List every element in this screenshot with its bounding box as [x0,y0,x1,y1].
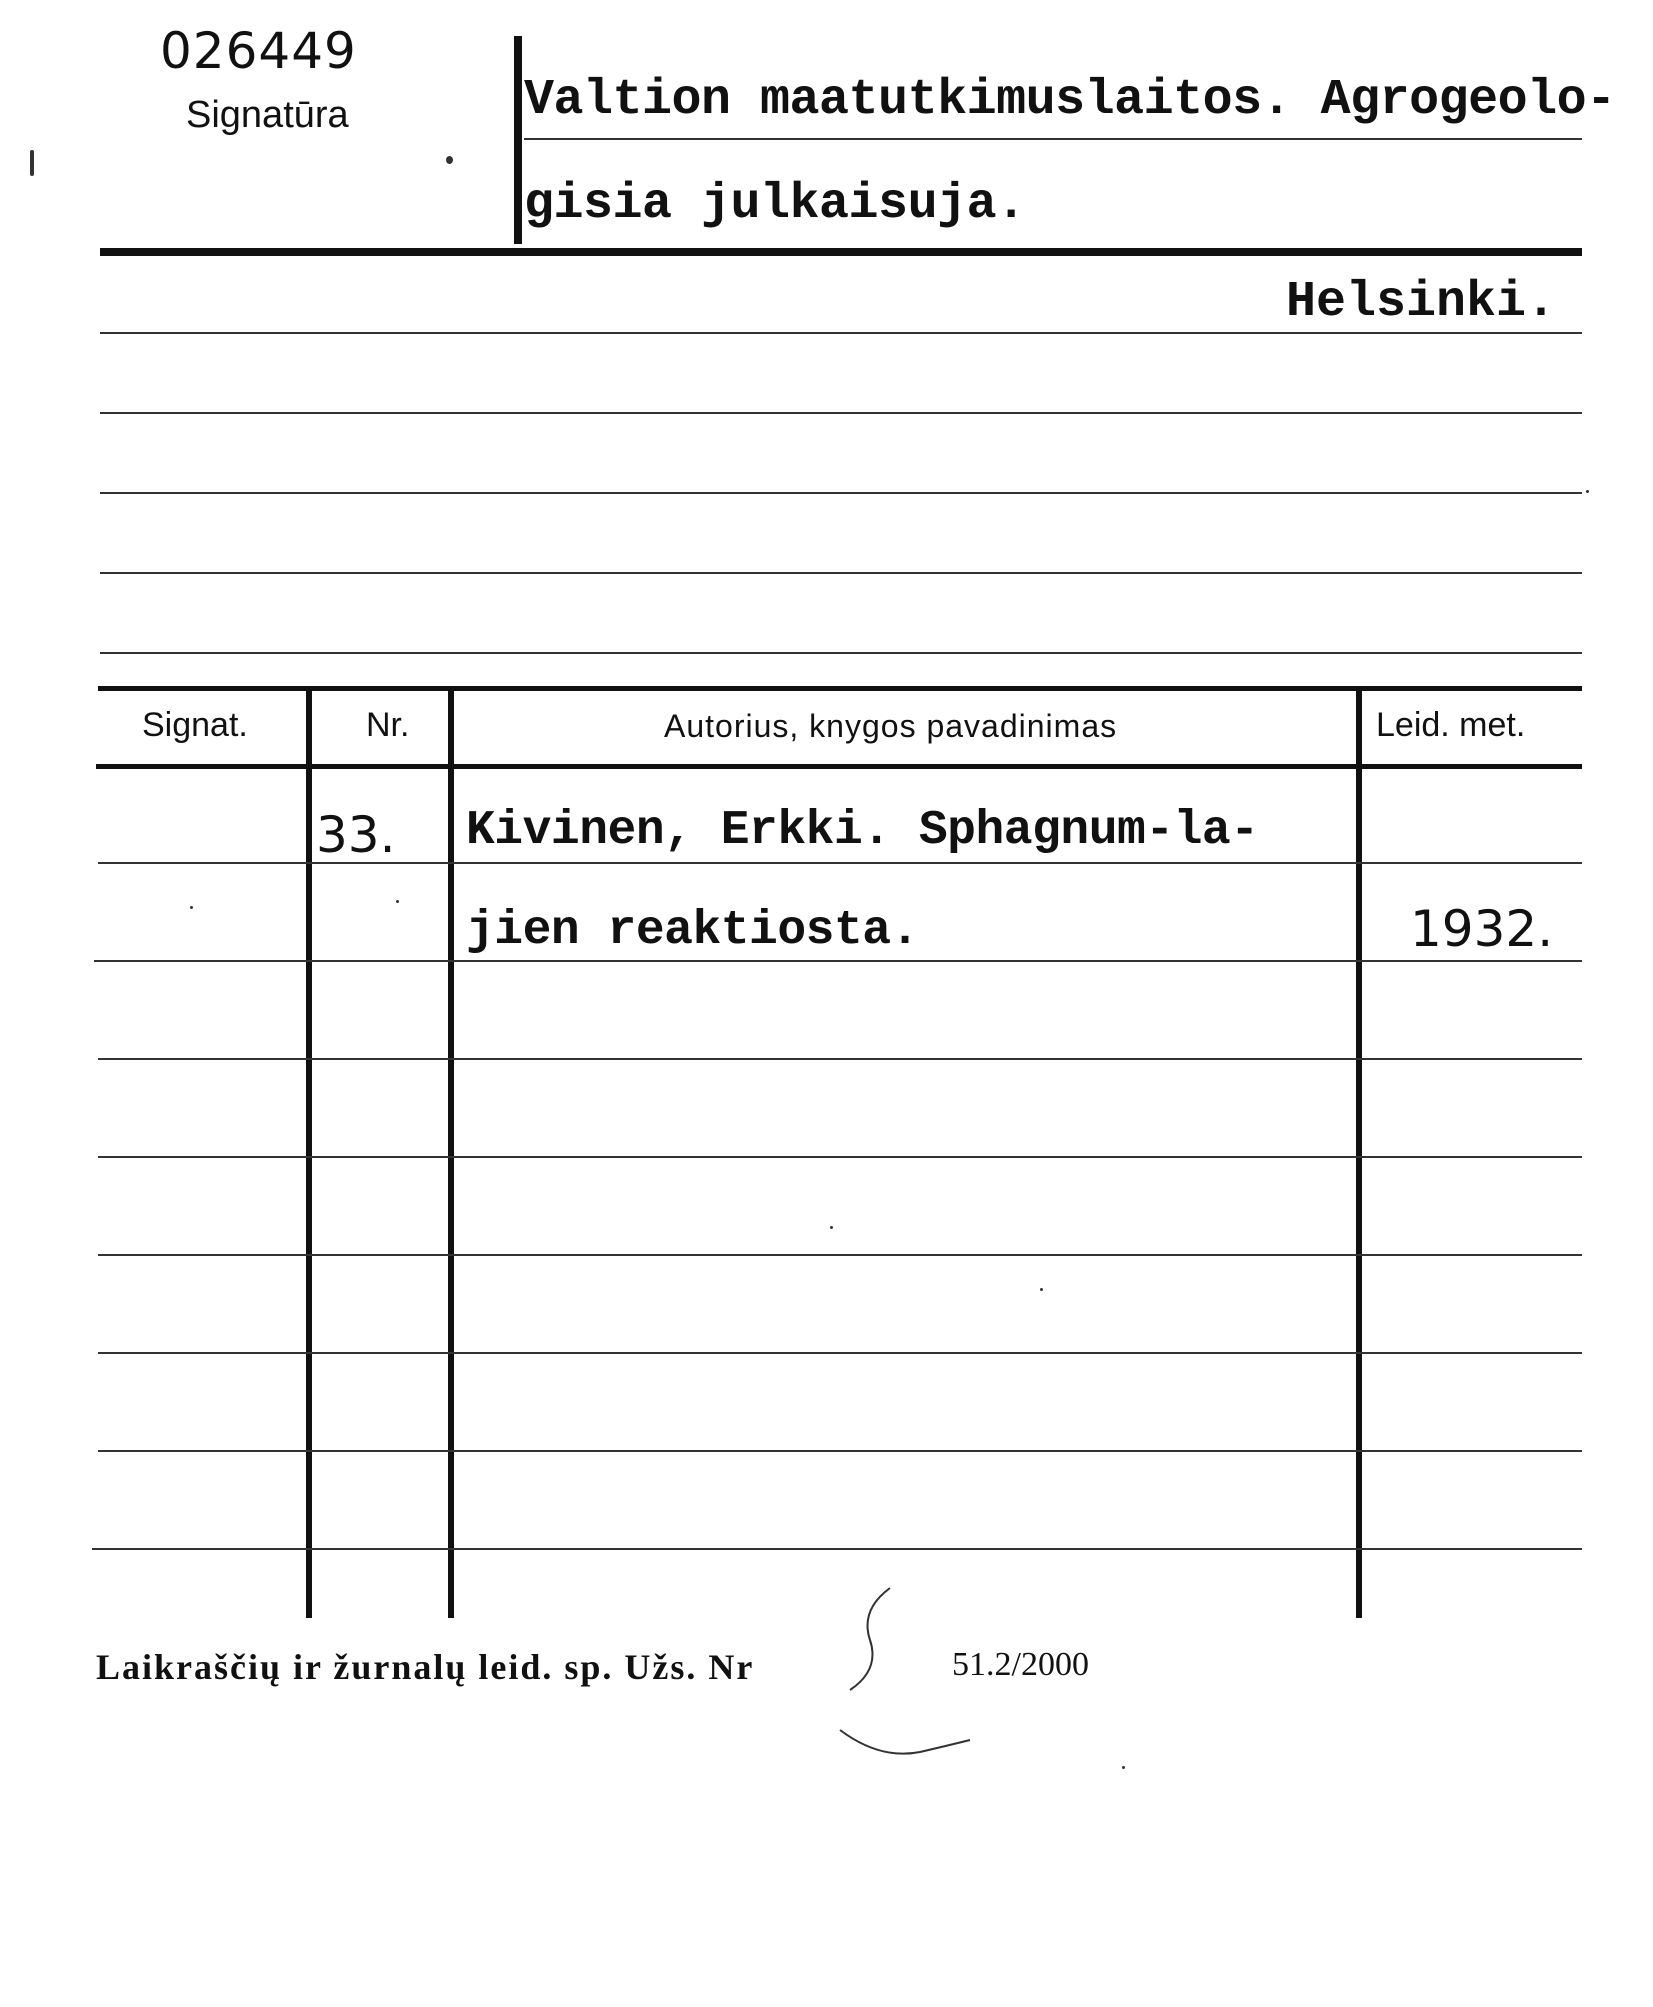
entry-nr: 33. [316,806,396,864]
table-row-rule [92,1548,1582,1550]
header-signat: Signat. [142,706,248,744]
entry-year: 1932. [1410,900,1554,958]
ruled-line [100,332,1582,334]
ink-speck [1122,1766,1125,1769]
entry-text-line1: Kivinen, Erkki. Sphagnum-la- [466,804,1259,858]
ink-speck [830,1226,833,1229]
series-title-line2: gisia julkaisuja. [524,176,1026,233]
title-rule-1 [524,138,1582,140]
printer-text: Laikraščių ir žurnalų leid. sp. Užs. Nr [96,1647,755,1687]
header-author-title: Autorius, knygos pavadinimas [664,708,1118,744]
ruled-line [100,652,1582,654]
ink-speck [396,900,399,903]
ink-speck [446,156,453,164]
ink-speck [190,906,193,909]
table-row-rule [98,1254,1582,1256]
signatura-label: Signatūra [186,94,349,136]
table-row-rule [98,1058,1582,1060]
printer-imprint [96,1646,754,1688]
order-number: 51.2/2000 [952,1646,1089,1683]
header-year: Leid. met. [1376,706,1526,744]
ink-speck [1586,490,1589,493]
table-row-rule [98,1156,1582,1158]
entry-text-line2: jien reaktiosta. [466,904,919,958]
table-row-rule [98,1352,1582,1354]
column-divider-2 [448,688,454,1618]
ink-speck [30,150,34,176]
series-title-line1: Valtion maatutkimuslaitos. Agrogeolo- [524,72,1616,129]
table-row-rule [94,960,1582,962]
header-rule [100,248,1582,256]
ruled-line [100,412,1582,414]
header-nr: Nr. [366,706,410,744]
ruled-line [100,492,1582,494]
stamp-mark [820,1580,1000,1780]
column-divider-3 [1356,688,1362,1618]
ruled-line [100,572,1582,574]
table-row-rule [98,1450,1582,1452]
place-text: Helsinki. [1286,274,1557,331]
catalog-number: 026449 [160,22,357,80]
ink-speck [1040,1288,1043,1291]
header-divider [514,36,522,244]
column-divider-1 [306,688,312,1618]
